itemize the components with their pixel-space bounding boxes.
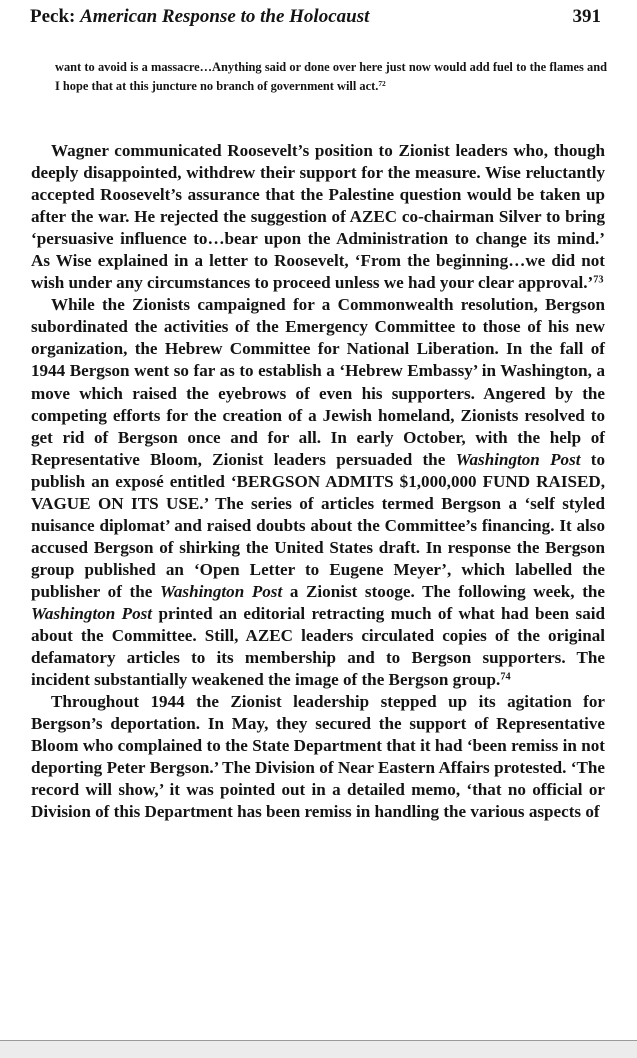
paragraph-3-text: Throughout 1944 the Zionist leadership stepped up its agitation for Bergson’s deportation. In May, they secured the support of Representative Bloom who complained to the State Department that it had ‘been remiss in not deporting Peter Bergson.’ The Division of Near Eastern Affairs protested. ‘The record will show,’ it was pointed out in a detailed memo, ‘that no official or Division of this Department has been remiss in handling the various aspects of — [31, 692, 605, 822]
newspaper-title: Washington Post — [159, 581, 283, 601]
paragraph-1 — [31, 140, 605, 294]
paragraph-2-part-1: While the Zionists campaigned for a Commonwealth resolution, Bergson subordinated the activities of the Emergency Committee to those of his new organization, the Hebrew Committee for National Liberation. In the fall of 1944 Bergson went so far as to establish a ‘Hebrew Embassy’ in Washington, a move which raised the eyebrows of even his supporters. Angered by the competing efforts for the creation of a Jewish homeland, Zionists resolved to get rid of Bergson once and for all. In early October, with the help of Representative Bloom, Zionist leaders persuaded the — [31, 295, 605, 469]
paragraph-1-text: Wagner communicated Roosevelt’s position to Zionist leaders who, though deeply disappointed, withdrew their support for the measure. Wise reluctantly accepted Roosevelt’s assurance that the Palestine question would be taken up after the war. He rejected the suggestion of AZEC co-chairman Silver to bring ‘persuasive influence to…bear upon the Administration to change its mind.’ As Wise explained in a letter to Roosevelt, ‘From the beginning…we did not wish under any circumstances to proceed unless we had your clear approval.’ — [31, 141, 605, 293]
page-bottom-edge — [0, 1040, 637, 1058]
paragraph-3 — [31, 691, 605, 823]
block-quote-text: want to avoid is a massacre…Anything said or done over here just now would add fuel to the flames and I hope that at this juncture no branch of government will act. — [55, 60, 607, 93]
paragraph-2 — [31, 294, 605, 691]
newspaper-title: Washington Post — [31, 603, 153, 623]
footnote-ref-72: 72 — [378, 78, 386, 88]
paragraph-2-part-2: to publish an exposé entitled ‘BERGSON ADMITS $1,000,000 FUND RAISED, VAGUE ON ITS USE.’ The series of articles termed Bergson a ‘self styled nuisance diplomat’ and raised doubts about the Committee’s financing. It also accused Bergson of shirking the United States draft. In response the Bergson group published an ‘Open Letter to Eugene Meyer’, which labelled the publisher of the — [31, 449, 605, 601]
paragraph-2-part-4: printed an editorial retracting much of what had been said about the Committee. Still, AZEC leaders circulated copies of the original defamatory articles to its membership and to Bergson supporters. The incident substantially weakened the image of the Bergson group. — [31, 603, 606, 690]
footnote-ref-73: 73 — [593, 274, 604, 286]
footnote-ref-74: 74 — [500, 671, 511, 683]
header-author: Peck: — [30, 6, 76, 27]
page-number: 391 — [572, 6, 601, 27]
paragraph-2-part-3: a Zionist stooge. The following week, the — [289, 581, 605, 601]
running-head — [30, 4, 369, 30]
body-text — [31, 140, 605, 823]
running-header — [30, 4, 601, 30]
block-quote — [55, 58, 607, 95]
newspaper-title: Washington Post — [455, 449, 581, 469]
header-title: American Response to the Holocaust — [80, 6, 370, 27]
